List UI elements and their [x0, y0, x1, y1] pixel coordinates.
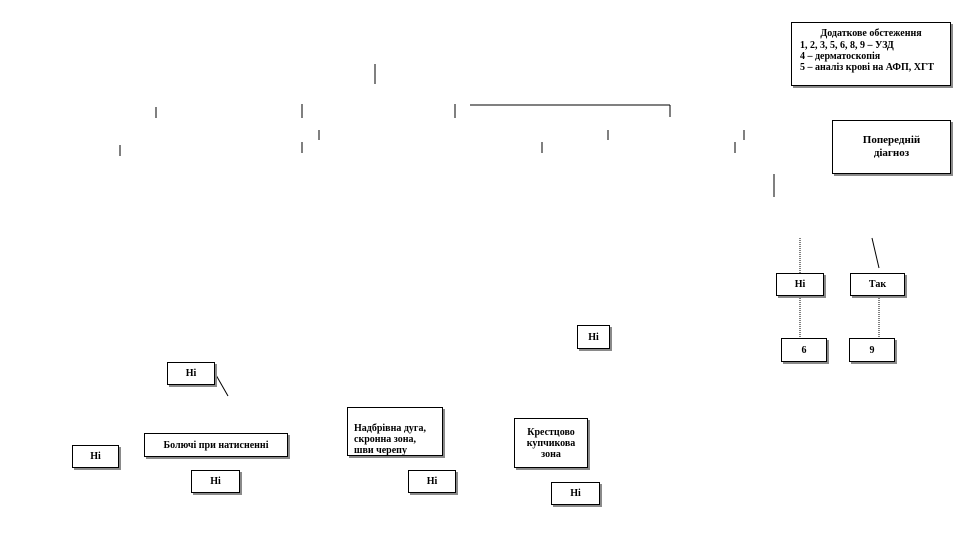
legend-box: [791, 22, 951, 86]
answer-no-box: Ні: [191, 470, 240, 493]
legend-title: Додаткове обстеження: [820, 28, 922, 39]
answer-no-box: Ні: [577, 325, 610, 349]
answer-no-box: Ні: [167, 362, 215, 385]
outcome-9-box: 9: [849, 338, 895, 362]
answer-no-box: Ні: [408, 470, 456, 493]
preliminary-diagnosis-box: [832, 120, 951, 174]
legend-line: 4 – дерматоскопія: [800, 51, 881, 62]
connector: [216, 375, 228, 396]
connector: [872, 238, 879, 268]
sacrococcygeal-zone-box: Крестцово купчикова зона: [514, 418, 588, 468]
answer-yes-box: Так: [850, 273, 905, 296]
answer-no-box: Ні: [776, 273, 824, 296]
answer-no-box: Ні: [72, 445, 119, 468]
legend-line: 1, 2, 3, 5, 6, 8, 9 – УЗД: [800, 40, 894, 51]
answer-no-box: Ні: [551, 482, 600, 505]
outcome-6-box: 6: [781, 338, 827, 362]
supraorbital-temporal-suture-box: Надбрівна дуга, скронна зона, шви черепу: [347, 407, 443, 456]
legend-line: 5 – аналіз крові на АФП, ХГТ: [800, 62, 934, 73]
painful-on-pressure-box: Болючі при натисненні: [144, 433, 288, 457]
preliminary-diagnosis-label: Попередній діагноз: [862, 134, 921, 159]
